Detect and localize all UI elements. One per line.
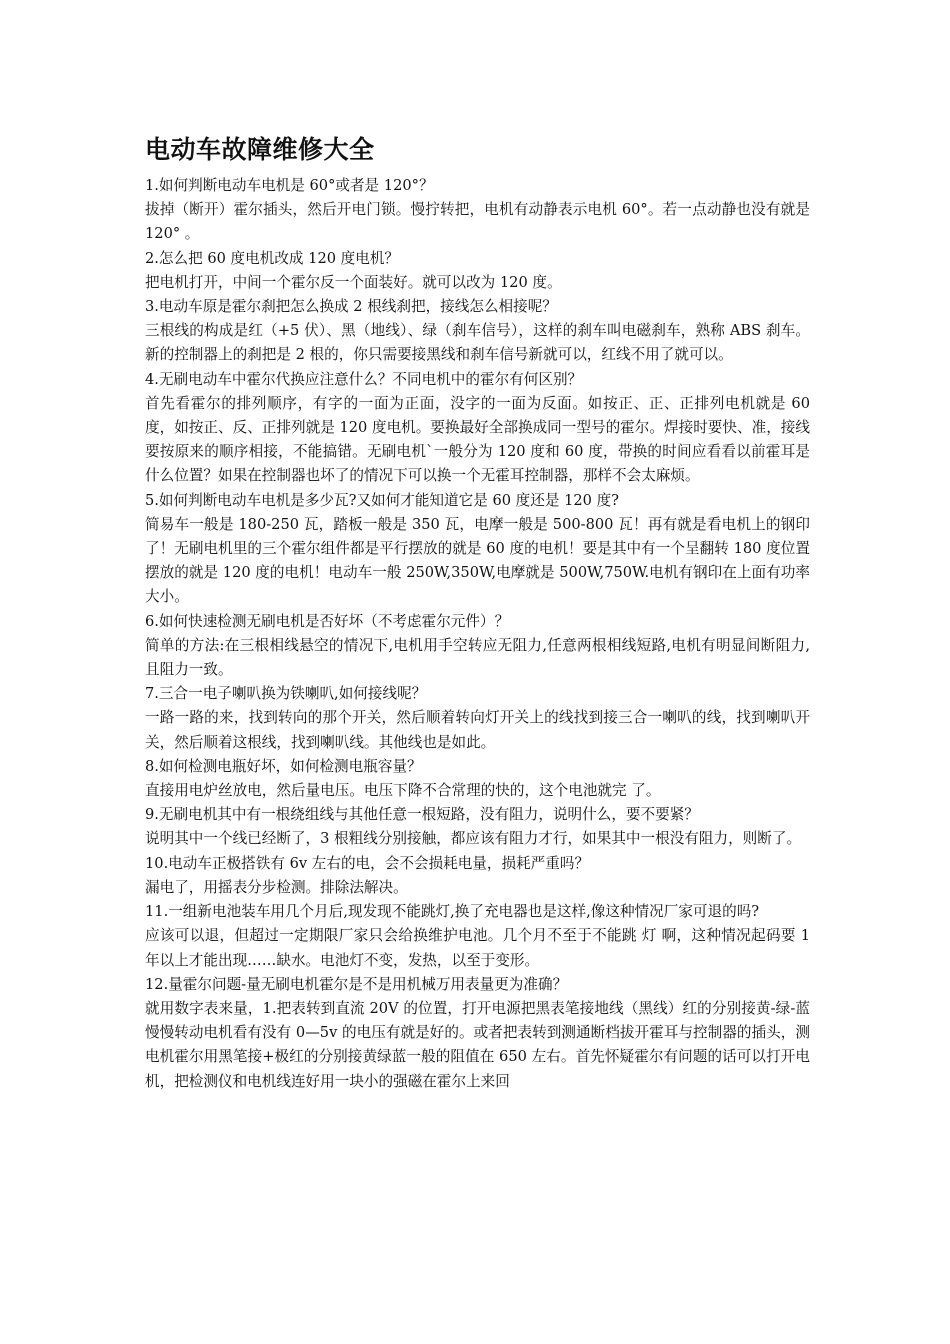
question-3: 3.电动车原是霍尔刹把怎么换成 2 根线刹把，接线怎么相接呢？ <box>145 298 557 316</box>
qa-item-9 <box>145 803 810 851</box>
answer-5: 简易车一般是 180-250 瓦，踏板一般是 350 瓦，电摩一般是 500-800 瓦！再有就是看电机上的钢印了！无刷电机里的三个霍尔组件都是平行摆放的就是 60 度的电机！要是其中有一个呈翻转 180 度位置摆放的就是 120 度的电机！电动车一般 250W,350W,电摩就是 500W,750W.电机有钢印在上面有功率大小。 <box>145 515 810 606</box>
answer-12: 就用数字表来量，1.把表转到直流 20V 的位置，打开电源把黑表笔接地线（黑线）红的分别接黄-绿-蓝慢慢转动电机看有没有 0—5v 的电压有就是好的。或者把表转到测通断档拔开霍耳与控制器的插头，测电机霍尔用黑笔接+极红的分别接黄绿蓝一般的阻值在 650 左右。首先怀疑霍尔有问题的话可以打开电机，把检测仪和电机线连好用一块小的强磁在霍尔上来回 <box>145 999 810 1090</box>
question-12: 12.量霍尔问题-量无刷电机霍尔是不是用机械万用表量更为准确？ <box>145 975 568 993</box>
question-2: 2.怎么把 60 度电机改成 120 度电机？ <box>145 249 400 267</box>
question-8: 8.如何检测电瓶好坏，如何检测电瓶容量？ <box>145 757 422 775</box>
question-7: 7.三合一电子喇叭换为铁喇叭,如何接线呢？ <box>145 685 427 703</box>
question-6: 6.如何快速检测无刷电机是否好坏（不考虑霍尔元件）？ <box>145 612 510 630</box>
answer-11: 应该可以退，但超过一定期限厂家只会给换维护电池。几个月不至于不能跳 灯 啊，这种情况起码要 1 年以上才能出现……缺水。电池灯不变，发热，以至于变形。 <box>145 927 810 969</box>
qa-item-4 <box>145 368 810 489</box>
qa-item-5 <box>145 489 810 610</box>
answer-9: 说明其中一个线已经断了，3 根粗线分别接触，都应该有阻力才行，如果其中一根没有阻力，则断了。 <box>145 830 802 848</box>
answer-1: 拔掉（断开）霍尔插头，然后开电门锁。慢拧转把，电机有动静表示电机 60°。若一点动静也没有就是 120° 。 <box>145 201 810 243</box>
answer-6: 简单的方法:在三根相线悬空的情况下,电机用手空转应无阻力,任意两根相线短路,电机有明显间断阻力,且阻力一致。 <box>145 636 810 679</box>
qa-item-7 <box>145 682 810 755</box>
qa-item-10 <box>145 852 810 900</box>
question-9: 9.无刷电机其中有一根绕组线与其他任意一根短路，没有阻力，说明什么，要不要紧？ <box>145 806 699 824</box>
qa-item-8 <box>145 755 810 803</box>
qa-item-3 <box>145 295 810 368</box>
question-10: 10.电动车正极搭铁有 6v 左右的电，会不会损耗电量，损耗严重吗？ <box>145 854 590 872</box>
question-11: 11.一组新电池装车用几个月后,现发现不能跳灯,换了充电器也是这样,像这种情况厂家可退的吗? <box>145 903 760 921</box>
answer-3: 三根线的构成是红（+5 伏）、黑（地线）、绿（刹车信号），这样的刹车叫电磁刹车，熟称 ABS 刹车。新的控制器上的刹把是 2 根的，你只需要接黑线和刹车信号新就可以，红线不用了就可以。 <box>145 322 810 364</box>
answer-2: 把电机打开，中间一个霍尔反一个面装好。就可以改为 120 度。 <box>145 273 562 291</box>
answer-8: 直接用电炉丝放电，然后量电压。电压下降不合常理的快的，这个电池就完 了。 <box>145 782 661 800</box>
question-1: 1.如何判断电动车电机是 60°或者是 120°？ <box>145 177 434 194</box>
answer-4: 首先看霍尔的排列顺序，有字的一面为正面，没字的一面为反面。如按正、正、正排列电机就是 60 度，如按正、反、正排列就是 120 度电机。要换最好全部换成同一型号的霍尔。焊接时要快、准，接线要按原来的顺序相接，不能搞错。无刷电机`一般分为 120 度和 60 度，带换的时间应看看以前霍耳是什么位置？如果在控制器也坏了的情况下可以换一个无霍耳控制器，那样不会太麻烦。 <box>145 394 810 485</box>
answer-7: 一路一路的来，找到转向的那个开关，然后顺着转向灯开关上的线找到接三合一喇叭的线，找到喇叭开关，然后顺着这根线，找到喇叭线。其他线也是如此。 <box>145 709 810 751</box>
qa-item-6 <box>145 610 810 683</box>
question-4: 4.无刷电动车中霍尔代换应注意什么？不同电机中的霍尔有何区别？ <box>145 370 583 388</box>
document-title: 电动车故障维修大全 <box>145 135 375 164</box>
qa-item-11 <box>145 900 810 973</box>
answer-10: 漏电了，用摇表分步检测。排除法解决。 <box>145 878 408 896</box>
question-5: 5.如何判断电动车电机是多少瓦?又如何才能知道它是 60 度还是 120 度? <box>145 491 619 509</box>
document-body <box>145 134 810 1094</box>
qa-item-12 <box>145 973 810 1094</box>
qa-item-2 <box>145 247 810 295</box>
qa-item-1 <box>145 174 810 247</box>
